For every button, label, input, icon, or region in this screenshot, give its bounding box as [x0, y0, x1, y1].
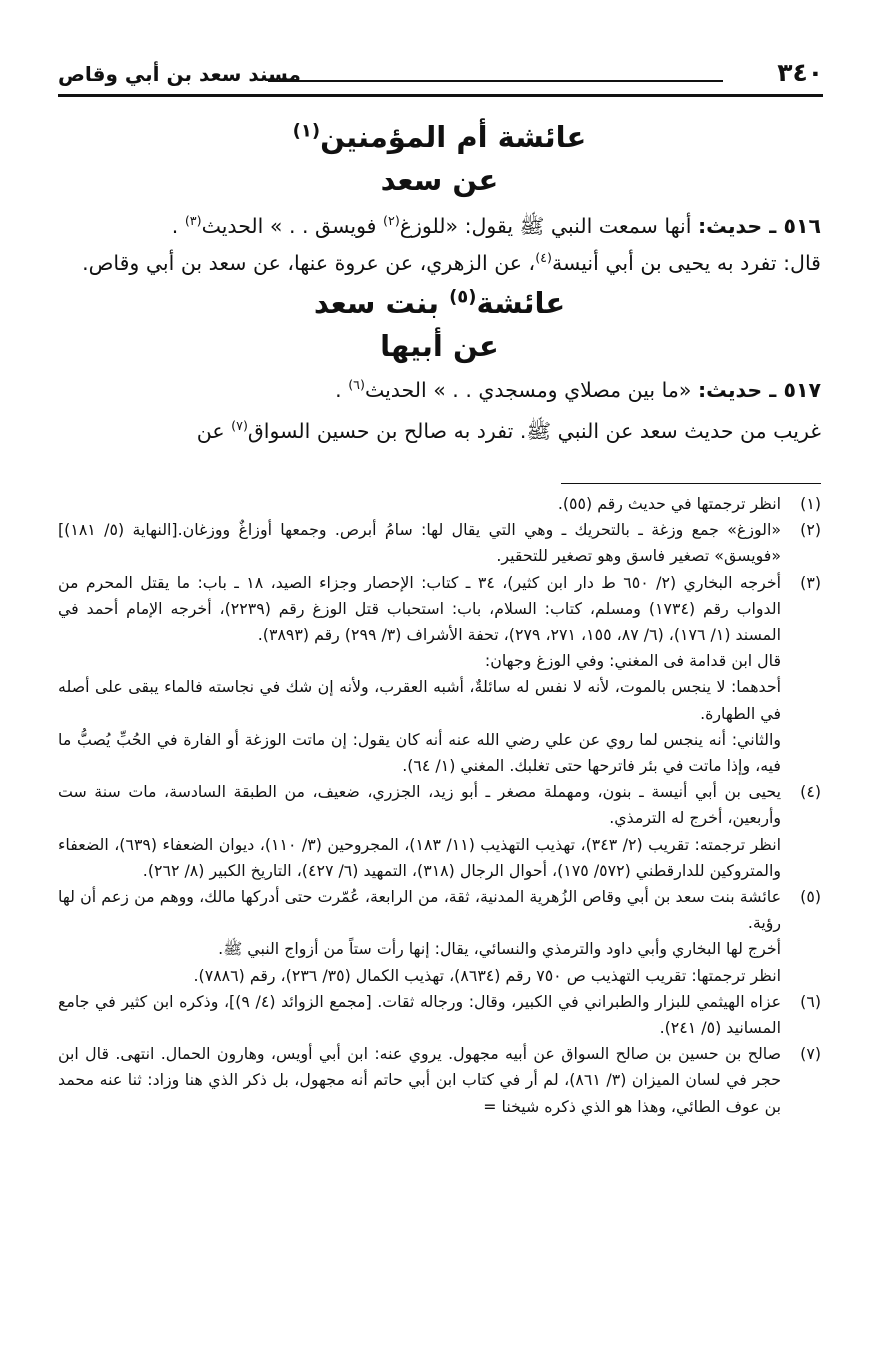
footnote-body [58, 1041, 781, 1120]
footnote-text: أحدهما: لا ينجس بالموت، لأنه لا نفس له سائلةٌ، أشبه العقرب، ولأنه إن شك في نجاسته فالماء يبقى على أصله في الطهارة. [58, 677, 781, 723]
footnote-text: انظر ترجمتها في حديث رقم (٥٥). [557, 494, 781, 513]
footnote-separator [561, 483, 821, 484]
hadith-text: . [171, 214, 185, 238]
hadith-text: «ما بين مصلاي ومسجدي . . » الحديث [364, 378, 698, 402]
footnote-text: انظر ترجمته: تقريب (٢/ ٣٤٣)، تهذيب التهذيب (١١/ ١٨٣)، المجروحين (٣/ ١١٠)، ديوان الضعفاء (٦٣٩)، الضعفاء والمتروكين للدارقطني (٥٧٢/ ١٧٥)، أحوال الرجال (٣١٨)، التمهيد (٦/ ٤٢٧)، التاريخ الكبير (٨/ ٢٦٢). [58, 834, 781, 880]
comment-text: غريب من حديث سعد عن النبي ﷺ. تفرد به صالح بن حسين السواق [247, 419, 821, 443]
footnote-ref: (٤) [535, 250, 552, 266]
running-title: مسند سعد بن أبي وقاص [58, 62, 301, 86]
footnote-body [58, 884, 781, 989]
hadith-text: فويسق . . » الحديث [201, 214, 384, 238]
hadith-number: ٥١٦ ـ حديث: [697, 214, 821, 238]
page-header [58, 54, 823, 97]
footnote-text: عزاه الهيثمي للبزار والطبراني في الكبير، وقال: ورجاله ثقات. [مجمع الزوائد (٤/ ٩)]، وذكره ابن كثير في جامع المسانيد (٥/ ٢٤١). [58, 991, 781, 1038]
section-title-aisha-umm-al-muminin [58, 116, 821, 159]
hadith-text: . [335, 378, 349, 402]
footnote-3 [58, 570, 821, 780]
footnote-number: (١) [800, 494, 821, 513]
footnote-4 [58, 779, 821, 884]
title-text: عائشة [476, 286, 566, 320]
hadith-516 [58, 208, 821, 245]
hadith-517 [58, 372, 821, 409]
footnote-5 [58, 884, 821, 989]
footnote-number: (٣) [800, 572, 821, 592]
footnotes [58, 491, 821, 1120]
footnote-ref: (٣) [184, 213, 202, 229]
footnote-number: (٢) [800, 520, 821, 540]
footnote-1 [58, 491, 821, 517]
comment-517 [58, 413, 821, 450]
footnote-body [58, 491, 781, 517]
footnote-number: (٦) [800, 991, 821, 1011]
main-text [58, 100, 821, 450]
comment-text: عن [196, 419, 232, 443]
footnote-text: انظر ترجمتها: تقريب التهذيب ص ٧٥٠ رقم (٨٦٣٤)، تهذيب الكمال (٣٥/ ٢٣٦)، رقم (٧٨٨٦). [193, 965, 781, 985]
footnote-7 [58, 1041, 821, 1120]
section-subtitle-an-abiha: عن أبيها [380, 329, 499, 363]
footnote-text: عائشة بنت سعد بن أبي وقاص الزُهرية المدنية، ثقة، من الرابعة، عُمّرت حتى أدركها مالك، ووهم من زعم أن لها رؤية. [58, 887, 781, 933]
footnote-body [58, 517, 781, 569]
title-text: عائشة أم المؤمنين [320, 120, 587, 154]
page-number: ٣٤٠ [777, 58, 823, 87]
footnote-text: «الوزغ» جمع وزغة ـ بالتحريك ـ وهي التي يقال لها: سامُ أبرص. وجمعها أوزاغٌ ووزغان.[النهاية (٥/ ١٨١)] «فويسق» تصغير فاسق وهو تصغير للتحقير. [58, 520, 782, 566]
footnote-body [58, 570, 781, 780]
footnote-text: أخرج لها البخاري وأبي داود والترمذي والنسائي، يقال: إنها رأت ستاً من أزواج النبي ﷺ. [218, 939, 781, 959]
footnote-text: يحيى بن أبي أنيسة ـ بنون، ومهملة مصغر ـ أبو زيد، الجزري، ضعيف، من الطبقة السادسة، مات سنة ست وأربعين، أخرج له الترمذي. [58, 782, 781, 828]
footnote-number: (٥) [800, 887, 821, 907]
footnote-text: والثاني: أنه ينجس لما روي عن علي رضي الله عنه أنه كان يقول: إن ماتت الوزغة أو الفارة في الحُبِّ يُصبُّ ما فيه، وإذا ماتت في بئر فاترحها حتى تغلبك. المغني (١/ ٦٤). [58, 729, 781, 776]
footnote-ref: (١) [292, 120, 321, 142]
footnote-text: صالح بن حسين بن صالح السواق عن أبيه مجهول. يروي عنه: ابن أبي أويس، وهارون الحمال. انتهى. قال ابن حجر في لسان الميزان (٣/ ٨٦١)، لم أر في كتاب ابن أبي حاتم أنه مجهول، بل ذكر الذي هنا وزاد: ثنا عنه محمد بن عوف الطائي، وهذا هو الذي ذكره شيخنا = [58, 1044, 781, 1116]
footnote-6 [58, 989, 821, 1041]
footnote-body [58, 779, 781, 884]
hadith-number: ٥١٧ ـ حديث: [697, 378, 821, 402]
header-rule [268, 80, 723, 82]
footnote-number: (٧) [800, 1044, 821, 1064]
hadith-text: أنها سمعت النبي ﷺ يقول: «للوزغ [399, 214, 698, 238]
footnote-ref: (٧) [231, 418, 248, 434]
footnote-2 [58, 517, 821, 569]
footnote-ref: (٦) [348, 377, 365, 393]
section-title-aisha-bint-saad [58, 282, 821, 325]
footnote-ref: (٥) [449, 286, 477, 308]
footnote-text: أخرجه البخاري (٢/ ٦٥٠ ط دار ابن كثير)، ٣٤ ـ كتاب: الإحصار وجزاء الصيد، ١٨ ـ باب: ما يقتل المحرم من الدواب رقم (١٧٣٤) ومسلم، كتاب: السلام، باب: استحباب قتل الوزغ رقم (٢٢٣٩)، أخرجه الإمام أحمد في المسند (١/ ١٧٦)، (٦/ ٨٧، ١٥٥، ٢٧١، ٢٧٩)، تحفة الأشراف (٣/ ٢٩٩) رقم (٣٨٩٣). [58, 572, 782, 645]
comment-text: قال: تفرد به يحيى بن أبي أنيسة [551, 251, 821, 275]
comment-text: ، عن الزهري، عن عروة عنها، عن سعد بن أبي وقاص. [82, 251, 536, 275]
section-subtitle-an-saad: عن سعد [380, 163, 499, 197]
comment-516 [58, 245, 821, 282]
footnote-body [58, 989, 781, 1041]
footnote-text: قال ابن قدامة فى المغني: وفي الوزغ وجهان: [484, 651, 781, 671]
footnote-ref: (٢) [383, 213, 400, 229]
title-text: بنت سعد [313, 286, 450, 320]
footnote-number: (٤) [800, 782, 821, 802]
